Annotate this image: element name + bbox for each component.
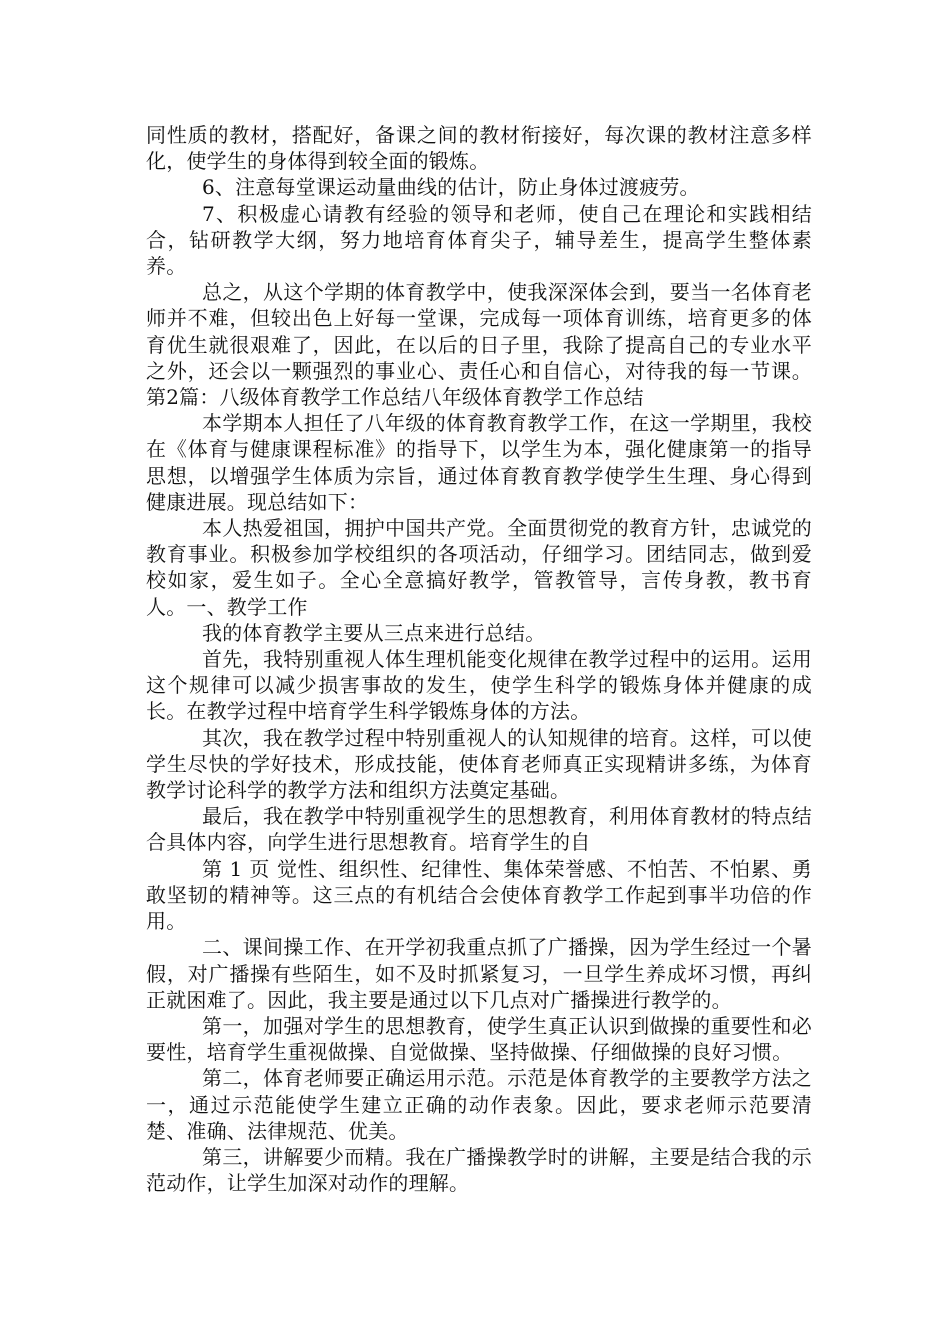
paragraph: 最后，我在教学中特别重视学生的思想教育，利用体育教材的特点结合具体内容，向学生进行思想教育。培育学生的自: [146, 804, 812, 855]
document-body: [146, 122, 812, 1196]
paragraph: 第一，加强对学生的思想教育，使学生真正认识到做操的重要性和必要性，培育学生重视做操、自觉做操、坚持做操、仔细做操的良好习惯。: [146, 1013, 812, 1065]
paragraph: 第三，讲解要少而精。我在广播操教学时的讲解，主要是结合我的示范动作，让学生加深对动作的理解。: [146, 1144, 812, 1196]
paragraph: 其次，我在教学过程中特别重视人的认知规律的培育。这样，可以使学生尽快的学好技术，形成技能，使体育老师真正实现精讲多练，为体育教学讨论科学的教学方法和组织方法奠定基础。: [146, 725, 812, 803]
paragraph: 6、注意每堂课运动量曲线的估计，防止身体过渡疲劳。: [202, 175, 700, 200]
paragraph: 我的体育教学主要从三点来进行总结。: [202, 620, 546, 645]
paragraph: 本人热爱祖国，拥护中国共产党。全面贯彻党的教育方针，忠诚党的教育事业。积极参加学校组织的各项活动，仔细学习。团结同志，做到爱校如家，爱生如子。全心全意搞好教学，管教管导，言传身教，教书育人。一、教学工作: [146, 516, 812, 619]
paragraph: 第二，体育老师要正确运用示范。示范是体育教学的主要教学方法之一，通过示范能使学生建立正确的动作表象。因此，要求老师示范要清楚、准确、法律规范、优美。: [146, 1066, 812, 1143]
paragraph: 本学期本人担任了八年级的体育教育教学工作，在这一学期里，我校在《体育与健康课程标准》的指导下，以学生为本，强化健康第一的指导思想，以增强学生体质为宗旨，通过体育教育教学使学生生理、身心得到健康进展。现总结如下：: [146, 411, 812, 514]
paragraph: 同性质的教材，搭配好，备课之间的教材衔接好，每次课的教材注意多样化，使学生的身体得到较全面的锻炼。: [146, 123, 812, 174]
paragraph: 首先，我特别重视人体生理机能变化规律在教学过程中的运用。运用这个规律可以减少损害事故的发生，使学生科学的锻炼身体并健康的成长。在教学过程中培育学生科学锻炼身体的方法。: [146, 647, 812, 724]
paragraph: 总之，从这个学期的体育教学中，使我深深体会到，要当一名体育老师并不难，但较出色上好每一堂课，完成每一项体育训练，培育更多的体育优生就很艰难了，因此，在以后的日子里，我除了提高自己的专业水平之外，还会以一颗强烈的事业心、责任心和自信心，对待我的每一节课。第2篇：八级体育教学工作总结八年级体育教学工作总结: [146, 280, 812, 410]
paragraph: 第 1 页 觉性、组织性、纪律性、集体荣誉感、不怕苦、不怕累、勇敢坚韧的精神等。这三点的有机结合会使体育教学工作起到事半功倍的作用。: [146, 856, 812, 934]
paragraph: 二、课间操工作、在开学初我重点抓了广播操，因为学生经过一个暑假，对广播操有些陌生，如不及时抓紧复习，一旦学生养成坏习惯，再纠正就困难了。因此，我主要是通过以下几点对广播操进行教学的。: [146, 935, 812, 1012]
paragraph: 7、积极虚心请教有经验的领导和老师，使自己在理论和实践相结合，钻研教学大纲，努力地培育体育尖子，辅导差生，提高学生整体素养。: [146, 201, 812, 279]
